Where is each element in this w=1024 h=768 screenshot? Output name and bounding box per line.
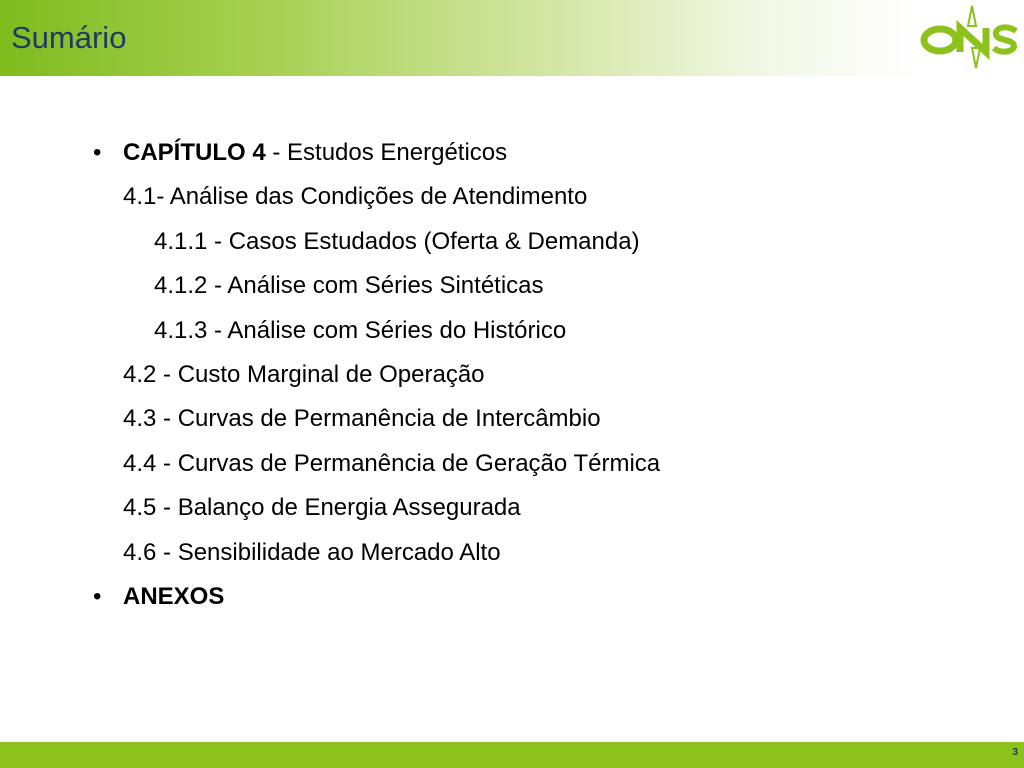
list-item: 4.3 - Curvas de Permanência de Intercâmbio (123, 405, 601, 432)
footer-bar (0, 742, 1024, 768)
list-item: 4.6 - Sensibilidade ao Mercado Alto (123, 539, 501, 566)
bullet-icon: • (93, 583, 102, 610)
list-item: 4.1.3 - Análise com Séries do Histórico (154, 317, 567, 344)
list-item: 4.2 - Custo Marginal de Operação (123, 361, 485, 388)
list-item: 4.1- Análise das Condições de Atendimento (123, 183, 588, 210)
slide-title: Sumário (11, 20, 127, 55)
list-item-annexes: ANEXOS (123, 583, 225, 610)
chapter-label: CAPÍTULO 4 (123, 139, 266, 166)
list-item: 4.5 - Balanço de Energia Assegurada (123, 494, 521, 521)
bullet-icon: • (93, 139, 102, 166)
chapter-title: - Estudos Energéticos (265, 139, 508, 166)
list-item: 4.1.2 - Análise com Séries Sintéticas (154, 272, 544, 299)
list-item: 4.1.1 - Casos Estudados (Oferta & Demanda) (154, 228, 640, 255)
list-item: 4.4 - Curvas de Permanência de Geração Térmica (123, 450, 661, 477)
list-item-chapter (123, 138, 507, 168)
page-number: 3 (1012, 747, 1018, 758)
